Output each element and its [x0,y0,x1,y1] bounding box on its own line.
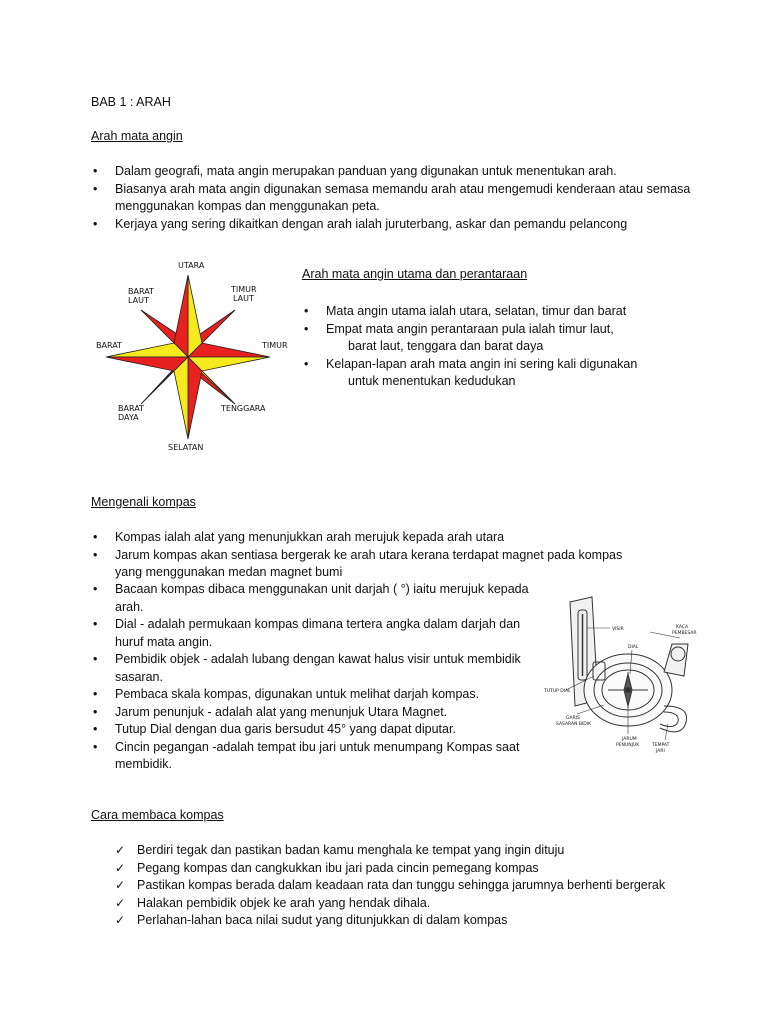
list-item: • Kompas ialah alat yang menunjukkan arah merujuk kepada arah utara [91,529,651,547]
list-item: • Tutup Dial dengan dua garis bersudut 45° yang dapat diputar. [91,721,533,739]
list-item: • Jarum kompas akan sentiasa bergerak ke arah utara kerana terdapat magnet pada kompas yang menggunakan medan magnet bumi [91,547,651,582]
rose-point-s-right [188,357,202,439]
compass-label-kaca-2: PEMBESAR [672,631,697,636]
rose-label-nw-1: BARAT [128,287,154,296]
checklist-item: ✓ Berdiri tegak dan pastikan badan kamu menghala ke tempat yang ingin dituju [113,842,713,860]
list-item [302,321,682,356]
mengenali-kompas-list [91,581,533,774]
list-item-line: Empat mata angin perantaraan pula ialah timur laut, [326,321,614,336]
list-item: • Bacaan kompas dibaca menggunakan unit darjah ( °) iaitu merujuk kepada arah. [91,581,533,616]
mengenali-kompas-list-top [91,529,651,582]
rose-label-west: BARAT [96,341,122,350]
compass-label-jarum-2: PENUNJUK [616,743,640,748]
utama-perantaraan-list [302,303,682,391]
compass-label-kaca-1: KACA [676,625,689,630]
rose-label-east: TIMUR [262,341,288,350]
list-item: • Cincin pegangan -adalah tempat ibu jari untuk menumpang Kompas saat membidik. [91,739,533,774]
list-item [302,356,682,391]
section-heading-mengenali-kompas: Mengenali kompas [91,495,196,509]
rose-point-w-bottom [106,357,188,371]
compass-label-garis-2: SASARAN BIDIK [556,722,592,727]
list-item: • Jarum penunjuk - adalah alat yang menunjuk Utara Magnet. [91,704,533,722]
rose-label-sw-2: DAYA [118,413,139,422]
compass-label-tempat-2: JARI [656,749,665,754]
checklist-item: ✓ Perlahan-lahan baca nilai sudut yang ditunjukkan di dalam kompas [113,912,713,930]
rose-label-south: SELATAN [168,443,204,452]
list-item: • Kerjaya yang sering dikaitkan dengan arah ialah juruterbang, askar dan pemandu pelancong [91,216,691,234]
rose-label-se: TENGGARA [221,404,266,413]
compass-rose-diagram [85,255,295,455]
checklist-item: ✓ Halakan pembidik objek ke arah yang hendak dihala. [113,895,713,913]
page-title: BAB 1 : ARAH [91,95,171,109]
section-heading-cara-membaca-kompas: Cara membaca kompas [91,808,224,822]
list-item: • Dial - adalah permukaan kompas dimana tertera angka dalam darjah dan huruf mata angin. [91,616,533,651]
section-heading-arah-mata-angin: Arah mata angin [91,129,183,143]
cara-membaca-kompas-checklist [113,842,713,930]
list-item: • Dalam geografi, mata angin merupakan panduan yang digunakan untuk menentukan arah. [91,163,691,181]
list-item: • Pembidik objek - adalah lubang dengan kawat halus visir untuk membidik sasaran. [91,651,533,686]
list-item [302,303,682,321]
rose-label-sw-1: BARAT [118,404,144,413]
list-item-line: Mata angin utama ialah utara, selatan, timur dan barat [326,304,627,318]
rose-label-ne-1: TIMUR [231,285,257,294]
arah-mata-angin-list [91,163,691,233]
list-item-line: untuk menentukan kedudukan [348,374,516,388]
rose-label-ne-2: LAUT [233,294,254,303]
compass-label-garis-1: GARIS [566,716,580,721]
compass-label-jarum-1: JARUM [622,737,637,742]
rose-label-north: UTARA [178,261,205,270]
list-item-line: Kelapan-lapan arah mata angin ini sering kali digunakan [326,356,638,371]
compass-label-dial: DIAL [628,645,639,650]
rose-point-e-top [188,343,270,357]
rose-label-nw-2: LAUT [128,296,149,305]
checklist-item: ✓ Pegang kompas dan cangkukkan ibu jari pada cincin pemegang kompas [113,860,713,878]
compass-label-tempat-1: TEMPAT [652,743,670,748]
list-item: • Biasanya arah mata angin digunakan semasa memandu arah atau mengemudi kenderaan atau semasa menggunakan kompas dan menggunakan peta. [91,181,691,216]
compass-label-tutup-dial: TUTUP DIAL [544,689,571,694]
list-item-line: barat laut, tenggara dan barat daya [348,339,544,353]
compass-label-visir: VISIR [612,627,624,632]
list-item: • Pembaca skala kompas, digunakan untuk melihat darjah kompas. [91,686,533,704]
checklist-item: ✓ Pastikan kompas berada dalam keadaan rata dan tunggu sehingga jarumnya berhenti bergerak [113,877,713,895]
lensatic-compass-diagram [540,583,710,761]
section-heading-utama-perantaraan: Arah mata angin utama dan perantaraan [302,267,528,281]
